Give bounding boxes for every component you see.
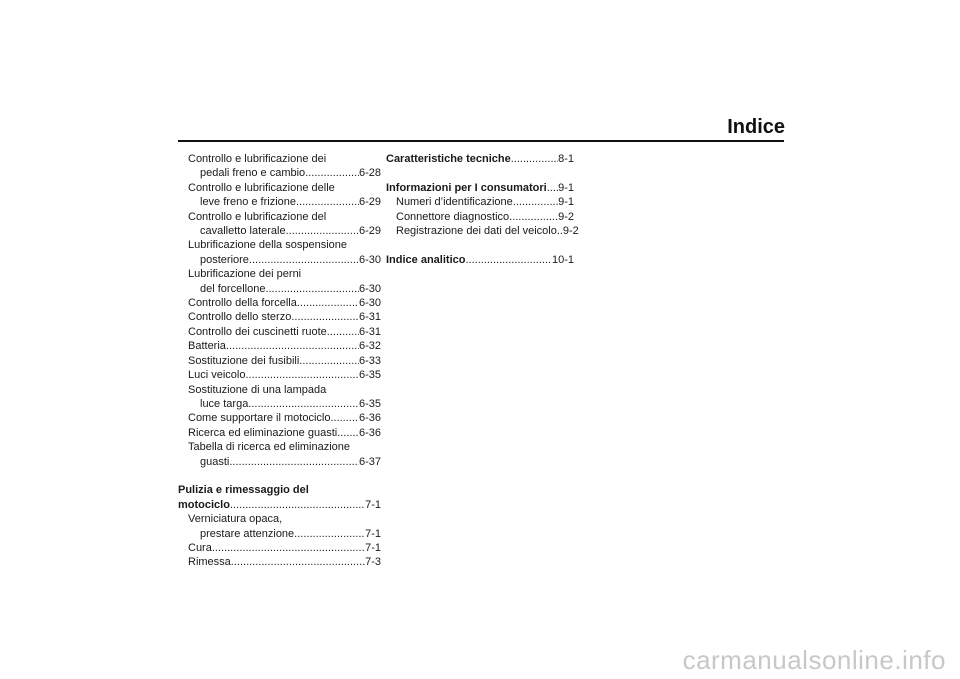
toc-entry-label: motociclo <box>178 498 230 511</box>
toc-entry[interactable] <box>386 152 574 166</box>
toc-line: Verniciatura opaca, <box>188 513 283 526</box>
toc-entry[interactable] <box>386 253 574 267</box>
toc-entry[interactable] <box>178 527 381 541</box>
toc-entry-label: posteriore <box>200 253 249 266</box>
toc-page-number: 6-35 <box>358 397 381 410</box>
toc-entry-label: Informazioni per I consumatori <box>386 181 547 194</box>
toc-page-number: 7-1 <box>365 527 381 540</box>
toc-page-number: 9-2 <box>558 210 574 223</box>
toc-entry-label: Luci veicolo <box>188 369 246 382</box>
toc-page-number: 6-36 <box>358 426 381 439</box>
toc-entry-label: Batteria <box>188 340 226 353</box>
page-title: Indice <box>727 116 785 138</box>
toc-entry-label: pedali freno e cambio <box>200 167 306 180</box>
toc-page-number: 6-37 <box>358 455 381 468</box>
toc-entry-label: Controllo della forcella <box>188 297 297 310</box>
toc-entry[interactable] <box>386 181 574 195</box>
toc-leader-dots <box>337 426 359 440</box>
toc-page-number: 6-35 <box>358 369 381 382</box>
toc-gap <box>386 166 574 180</box>
toc-line: Controllo e lubrificazione del <box>188 210 327 223</box>
toc-entry-label: Controllo dei cuscinetti ruote <box>188 325 327 338</box>
toc-entry-label: Ricerca ed eliminazione guasti <box>188 426 338 439</box>
toc-entry[interactable] <box>178 224 381 238</box>
toc-leader-dots <box>291 310 359 324</box>
toc-page-number: 6-29 <box>358 225 381 238</box>
toc-entry-label: Registrazione dei dati del veicolo <box>396 225 557 238</box>
toc-entry[interactable] <box>178 368 381 382</box>
toc-entry-label: Numeri d’identificazione <box>396 196 513 209</box>
toc-entry[interactable] <box>178 339 381 353</box>
toc-entry-label: Sostituzione dei fusibili <box>188 354 300 367</box>
toc-leader-dots <box>265 282 359 296</box>
toc-leader-dots <box>248 397 359 411</box>
toc-entry-label: Cura <box>188 541 212 554</box>
toc-entry[interactable] <box>178 426 381 440</box>
toc-page-number: 9-2 <box>562 225 579 238</box>
toc-page-number: 6-28 <box>358 167 381 180</box>
toc-leader-dots <box>229 455 359 469</box>
toc-line: Lubrificazione della sospensione <box>188 239 347 252</box>
toc-entry[interactable] <box>178 253 381 267</box>
toc-line: Sostituzione di una lampada <box>188 383 327 396</box>
toc-entry[interactable] <box>386 210 574 224</box>
toc-leader-dots <box>297 296 359 310</box>
toc-entry[interactable] <box>178 325 381 339</box>
toc-page-number: 6-33 <box>358 354 381 367</box>
toc-page-number: 8-1 <box>558 153 574 165</box>
toc-leader-dots <box>294 527 365 541</box>
toc-leader-dots <box>305 166 359 180</box>
toc-entry-label: luce targa <box>200 397 249 410</box>
toc-page-number: 7-3 <box>365 556 381 569</box>
toc-page-number: 6-32 <box>358 340 381 353</box>
toc-page-number: 6-30 <box>358 253 381 266</box>
toc-leader-dots <box>231 555 365 569</box>
toc-entry[interactable] <box>386 224 579 238</box>
toc-right-column <box>386 152 579 267</box>
toc-leader-dots <box>249 253 359 267</box>
toc-entry[interactable] <box>178 166 381 180</box>
toc-leader-dots <box>230 498 365 512</box>
toc-line: Controllo e lubrificazione dei <box>188 153 327 165</box>
toc-entry-label: Connettore diagnostico <box>396 210 510 223</box>
toc-entry[interactable] <box>178 195 381 209</box>
toc-entry-label: Rimessa <box>188 556 231 569</box>
toc-leader-dots <box>330 411 359 425</box>
toc-left-column <box>178 152 381 570</box>
toc-entry[interactable] <box>178 411 381 425</box>
toc-entry[interactable] <box>178 397 381 411</box>
toc-gap <box>178 469 381 483</box>
toc-entry-label: del forcellone <box>200 282 266 295</box>
toc-entry-label: guasti <box>200 455 230 468</box>
toc-page-number: 6-30 <box>358 282 381 295</box>
toc-entry[interactable] <box>178 282 381 296</box>
toc-leader-dots <box>299 354 359 368</box>
toc-page-number: 6-30 <box>358 297 381 310</box>
toc-entry[interactable] <box>178 455 381 469</box>
toc-leader-dots <box>286 224 359 238</box>
toc-page-number: 7-1 <box>365 541 381 554</box>
toc-entry[interactable] <box>178 296 381 310</box>
toc-page-number: 6-31 <box>358 325 381 338</box>
toc-line: Controllo e lubrificazione delle <box>188 181 335 194</box>
toc-entry-label: Controllo dello sterzo <box>188 311 292 324</box>
toc-entry-label: Indice analitico <box>386 253 466 266</box>
toc-page-number: 6-29 <box>358 196 381 209</box>
toc-entry-label: Caratteristiche tecniche <box>386 153 511 165</box>
toc-page-number: 9-1 <box>558 196 574 209</box>
toc-leader-dots <box>511 152 558 166</box>
toc-page-number: 9-1 <box>558 181 574 194</box>
toc-entry[interactable] <box>386 195 574 209</box>
toc-leader-dots <box>509 210 558 224</box>
toc-leader-dots <box>226 339 359 353</box>
toc-leader-dots <box>296 195 359 209</box>
toc-leader-dots <box>212 541 365 555</box>
toc-leader-dots <box>547 181 558 195</box>
toc-entry[interactable] <box>178 354 381 368</box>
toc-page-number: 6-36 <box>358 412 381 425</box>
toc-leader-dots <box>513 195 558 209</box>
toc-entry-label: leve freno e frizione <box>200 196 296 209</box>
toc-line: Lubrificazione dei perni <box>188 268 302 281</box>
toc-gap <box>386 238 574 252</box>
toc-entry-label: prestare attenzione <box>200 527 295 540</box>
header-rule <box>178 140 784 142</box>
toc-page-number: 10-1 <box>551 253 574 266</box>
toc-section-heading: Pulizia e rimessaggio del <box>178 484 309 497</box>
toc-line: Tabella di ricerca ed eliminazione <box>188 441 351 454</box>
toc-entry[interactable] <box>178 310 381 324</box>
toc-page-number: 6-31 <box>358 311 381 324</box>
toc-entry[interactable] <box>178 498 381 512</box>
toc-entry-label: cavalletto laterale <box>200 225 286 238</box>
toc-entry[interactable] <box>178 541 381 555</box>
toc-entry-label: Come supportare il motociclo <box>188 412 331 425</box>
toc-leader-dots <box>245 368 358 382</box>
toc-leader-dots <box>327 325 359 339</box>
toc-entry[interactable] <box>178 555 381 569</box>
toc-page-number: 7-1 <box>365 498 381 511</box>
watermark: carmanualsonline.info <box>682 645 946 675</box>
toc-leader-dots <box>465 253 552 267</box>
